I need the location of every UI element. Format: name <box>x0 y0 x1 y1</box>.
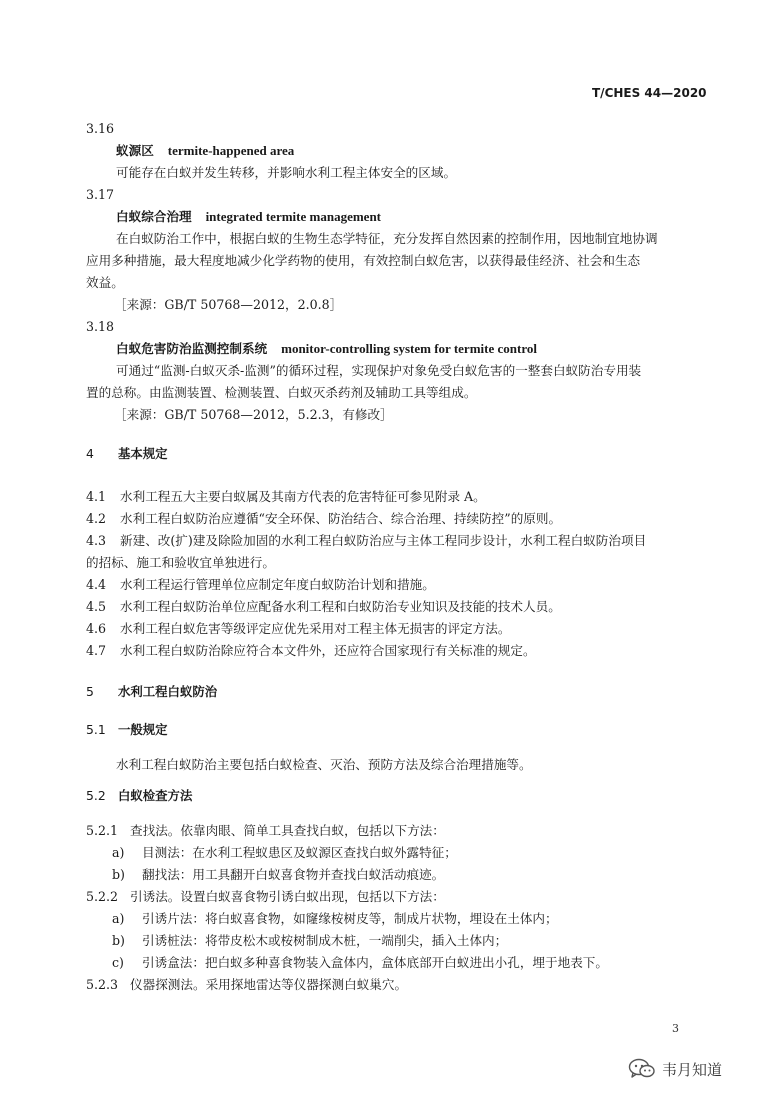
term-zh: 白蚁综合治理 <box>116 209 192 224</box>
clause: 4.1 水利工程五大主要白蚁属及其南方代表的危害特征可参见附录 A。 <box>86 489 486 504</box>
subsection-title: 白蚁检查方法 <box>118 788 193 803</box>
term-source: ［来源：GB/T 50768—2012，5.2.3，有修改］ <box>114 407 393 422</box>
term-source: ［来源：GB/T 50768—2012，2.0.8］ <box>114 297 343 312</box>
clause: 4.5 水利工程白蚁防治单位应配备水利工程和白蚁防治专业知识及技能的技术人员。 <box>86 599 561 614</box>
clause: 5.2.2 引诱法。设置白蚁喜食物引诱白蚁出现，包括以下方法： <box>86 889 445 904</box>
clause: 4.4 水利工程运行管理单位应制定年度白蚁防治计划和措施。 <box>86 577 435 592</box>
watermark-text: 韦月知道 <box>662 1060 723 1079</box>
clause: 4.6 水利工程白蚁危害等级评定应优先采用对工程主体无损害的评定方法。 <box>86 621 511 636</box>
term-body: 可能存在白蚁并发生转移，并影响水利工程主体安全的区域。 <box>116 165 457 180</box>
term-en: integrated termite management <box>205 209 381 224</box>
clause: 5.2.3 仪器探测法。采用探地雷达等仪器探测白蚁巢穴。 <box>86 977 408 992</box>
section-heading <box>86 682 217 700</box>
list-item: b) 引诱桩法：将带皮松木或桉树制成木桩，一端削尖，插入土体内； <box>112 933 508 948</box>
section-title: 基本规定 <box>118 446 168 461</box>
term-body: 在白蚁防治工作中，根据白蚁的生物生态学特征，充分发挥自然因素的控制作用，因地制宜地协调 <box>116 231 658 246</box>
term-zh: 白蚁危害防治监测控制系统 <box>116 341 268 356</box>
list-item: b) 翻找法：用工具翻开白蚁喜食物并查找白蚁活动痕迹。 <box>112 867 445 882</box>
list-item: a) 引诱片法：将白蚁喜食物，如窿缘桉树皮等，制成片状物，埋设在土体内； <box>112 911 558 926</box>
wechat-icon <box>628 1058 656 1080</box>
standard-code: T/CHES 44—2020 <box>592 86 707 100</box>
term-en: termite-happened area <box>167 143 295 158</box>
clause: 4.3 新建、改(扩)建及除险加固的水利工程白蚁防治应与主体工程同步设计，水利工程白蚁防治项目 <box>86 533 647 548</box>
term-number: 3.17 <box>86 187 115 202</box>
paragraph: 水利工程白蚁防治主要包括白蚁检查、灭治、预防方法及综合治理措施等。 <box>116 757 532 772</box>
list-item: c) 引诱盒法：把白蚁多种喜食物装入盒体内，盒体底部开白蚁进出小孔，埋于地表下。 <box>112 955 608 970</box>
term-body: 效益。 <box>86 275 124 290</box>
term-body: 可通过“监测-白蚁灭杀-监测”的循环过程，实现保护对象免受白蚁危害的一整套白蚁防治专用装 <box>116 363 642 378</box>
subsection-heading <box>86 720 168 738</box>
term-body: 应用多种措施，最大程度地减少化学药物的使用，有效控制白蚁危害，以获得最佳经济、社会和生态 <box>86 253 641 268</box>
term-heading <box>116 140 294 162</box>
section-heading <box>86 444 168 462</box>
term-en: monitor-controlling system for termite control <box>281 341 537 356</box>
section-title: 水利工程白蚁防治 <box>118 684 218 699</box>
term-number: 3.18 <box>86 319 115 334</box>
subsection-number: 5.2 <box>86 788 106 803</box>
subsection-title: 一般规定 <box>118 722 168 737</box>
clause: 4.7 水利工程白蚁防治除应符合本文件外，还应符合国家现行有关标准的规定。 <box>86 643 536 658</box>
subsection-heading <box>86 786 192 804</box>
term-number: 3.16 <box>86 121 115 136</box>
clause-continuation: 的招标、施工和验收宜单独进行。 <box>86 555 275 570</box>
section-number: 4 <box>86 446 94 461</box>
subsection-number: 5.1 <box>86 722 106 737</box>
clause: 4.2 水利工程白蚁防治应遵循“安全环保、防治结合、综合治理、持续防控”的原则。 <box>86 511 562 526</box>
term-zh: 蚁源区 <box>116 143 154 158</box>
watermark <box>628 1058 722 1080</box>
page-number: 3 <box>672 1022 679 1035</box>
term-heading <box>116 206 381 228</box>
list-item: a) 目测法：在水利工程蚁患区及蚁源区查找白蚁外露特征； <box>112 845 457 860</box>
section-number: 5 <box>86 684 94 699</box>
term-heading <box>116 338 537 360</box>
term-body: 置的总称。由监测装置、检测装置、白蚁灭杀药剂及辅助工具等组成。 <box>86 385 477 400</box>
clause: 5.2.1 查找法。依靠肉眼、简单工具查找白蚁，包括以下方法： <box>86 823 445 838</box>
